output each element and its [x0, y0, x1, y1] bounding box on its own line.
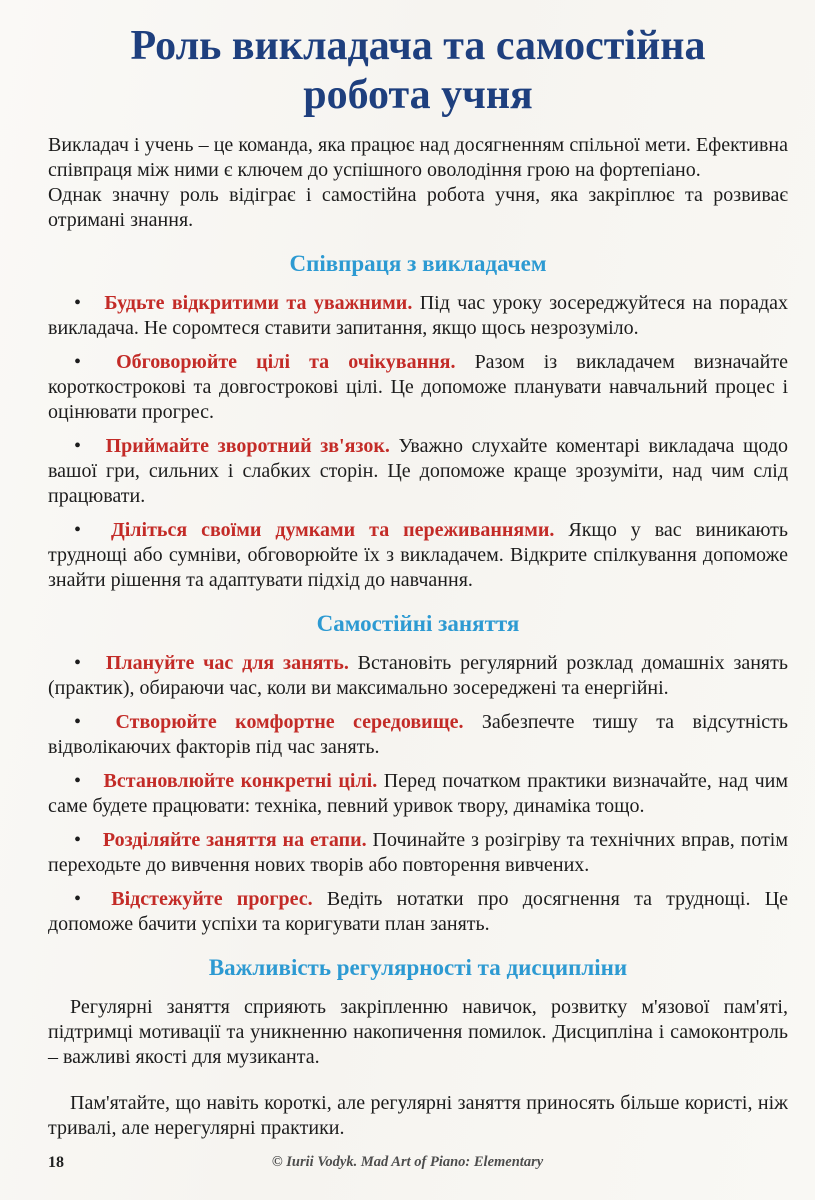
intro-sentence-group-2: Однак значну роль відіграє і самостійна робота учня, яка закріплює та розвиває отримані знання.	[48, 184, 788, 231]
intro-sentence-group-1: Викладач і учень – це команда, яка працює над досягненням спільної мети. Ефективна співпраця між ними є ключем до успішного оволодіння грою на фортепіано.	[48, 134, 788, 181]
bullet-text: Уважно слухайте коментарі викладача щодо вашої гри, сильних і слабких сторін. Це допоможе краще зрозуміти, над чим слід працювати.	[48, 435, 789, 507]
bullet-item-self-4	[48, 828, 788, 878]
bullet-lead: Приймайте зворотний зв'язок.	[105, 435, 390, 457]
page-number: 18	[48, 1154, 64, 1171]
bullet-dot-icon: •	[74, 292, 82, 314]
bullet-lead: Плануйте час для занять.	[105, 652, 349, 674]
bullet-text: Під час уроку зосереджуйтеся на порадах викладача. Не соромтеся ставити запитання, якщо щось незрозуміло.	[48, 292, 788, 339]
bullet-item-collab-3	[48, 434, 788, 509]
bullet-dot-icon: •	[74, 888, 82, 910]
discipline-paragraph-1: Регулярні заняття сприяють закріпленню навичок, розвитку м'язової пам'яті, підтримці мотивації та уникненню накопичення помилок. Дисципліна і самоконтроль – важливі якості для музиканта.	[48, 996, 788, 1068]
bullet-dot-icon: •	[74, 829, 82, 851]
bullet-dot-icon: •	[74, 770, 82, 792]
bullet-dot-icon: •	[74, 519, 82, 541]
section-heading-self-study: Самостійні заняття	[316, 611, 520, 636]
page-title	[48, 22, 788, 120]
bullet-item-self-1	[48, 651, 788, 701]
bullet-dot-icon: •	[74, 652, 82, 674]
section-heading-discipline: Важливість регулярності та дисципліни	[208, 955, 628, 980]
intro-paragraph	[48, 133, 788, 233]
bullet-item-self-3	[48, 769, 788, 819]
bullet-text: Забезпечте тишу та відсутність відволікаючих факторів під час занять.	[48, 711, 789, 758]
bullet-dot-icon: •	[74, 351, 82, 373]
bullet-item-collab-4	[48, 518, 788, 593]
bullet-text: Перед початком практики визначайте, над чим саме будете працювати: техніка, певний уривок твору, динаміка тощо.	[48, 770, 788, 817]
bullet-item-self-2	[48, 710, 788, 760]
bullet-lead: Будьте відкритими та уважними.	[104, 292, 413, 314]
bullet-lead: Відстежуйте прогрес.	[111, 888, 313, 910]
bullet-dot-icon: •	[74, 711, 82, 733]
page-footer	[0, 1154, 815, 1174]
copyright-credit: © Iurii Vodyk. Mad Art of Piano: Elementary	[271, 1154, 544, 1170]
bullet-item-collab-2	[48, 350, 788, 425]
page-title-line-2: робота учня	[303, 72, 533, 118]
section-heading-collaboration: Співпраця з викладачем	[289, 251, 547, 276]
page-title-line-1: Роль викладача та самостійна	[130, 23, 706, 69]
bullet-lead: Обговорюйте цілі та очікування.	[116, 351, 456, 373]
discipline-paragraph-2: Пам'ятайте, що навіть короткі, але регулярні заняття приносять більше користі, ніж тривалі, але нерегулярні практики.	[48, 1092, 788, 1139]
bullet-lead: Діліться своїми думками та переживаннями.	[110, 519, 555, 541]
bullet-lead: Розділяйте заняття на етапи.	[102, 829, 367, 851]
bullet-dot-icon: •	[74, 435, 82, 457]
bullet-text: Якщо у вас виникають труднощі або сумніви, обговорюйте їх з викладачем. Відкрите спілкування допоможе знайти рішення та адаптувати підхід до навчання.	[48, 519, 789, 591]
bullet-text: Разом із викладачем визначайте короткострокові та довгострокові цілі. Це допоможе планувати навчальний процес і оцінювати прогрес.	[48, 351, 788, 423]
bullet-text: Починайте з розігріву та технічних вправ, потім переходьте до вивчення нових творів або повторення вивчених.	[48, 829, 789, 876]
bullet-item-self-5	[48, 887, 788, 937]
bullet-text: Встановіть регулярний розклад домашніх занять (практик), обираючи час, коли ви максимально зосереджені та енергійні.	[48, 652, 788, 699]
bullet-lead: Створюйте комфортне середовище.	[115, 711, 464, 733]
bullet-item-collab-1	[48, 291, 788, 341]
bullet-text: Ведіть нотатки про досягнення та труднощі. Це допоможе бачити успіхи та коригувати план занять.	[48, 888, 789, 935]
bullet-lead: Встановлюйте конкретні цілі.	[103, 770, 378, 792]
